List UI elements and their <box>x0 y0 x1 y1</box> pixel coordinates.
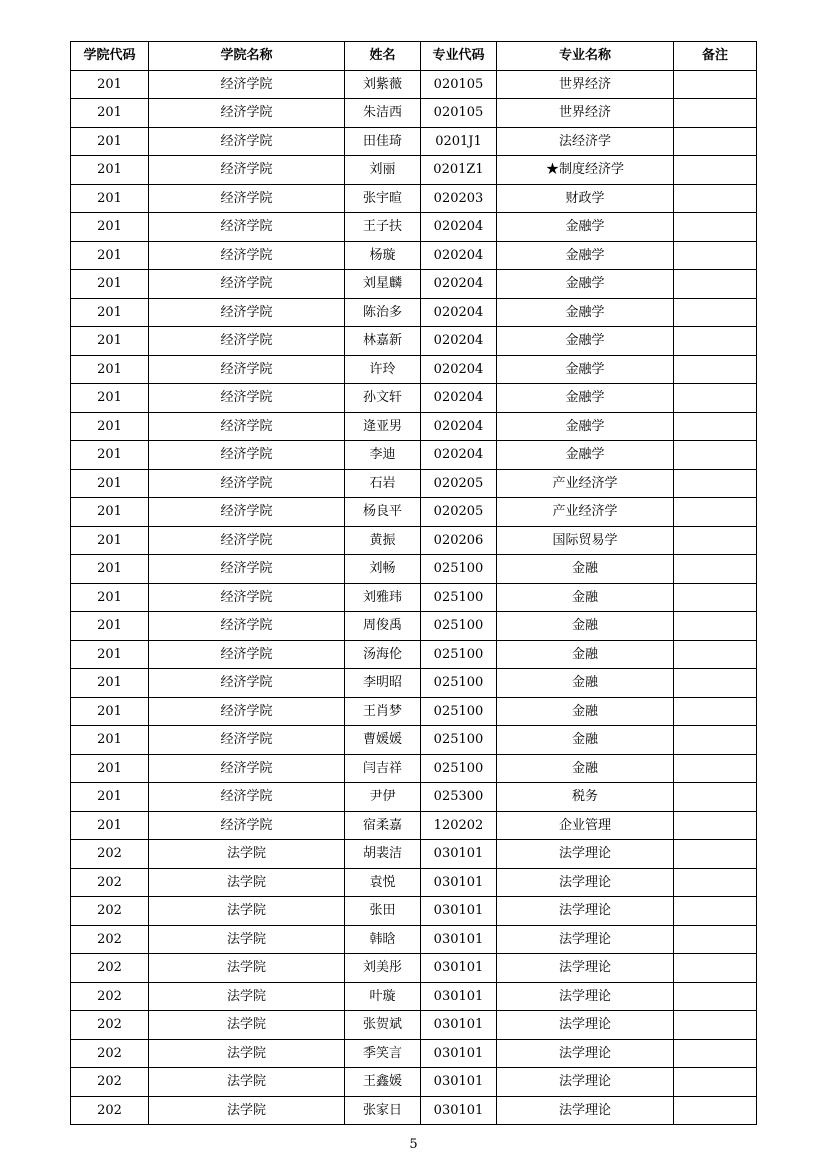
table-row <box>71 1039 757 1068</box>
college-code-cell: 201 <box>71 241 149 270</box>
major-code-cell: 030101 <box>421 1011 497 1040</box>
major-code-cell: 020205 <box>421 498 497 527</box>
remarks-cell <box>674 783 757 812</box>
table-row <box>71 811 757 840</box>
major-name-cell: 金融 <box>497 612 674 641</box>
college-name-cell: 经济学院 <box>149 697 345 726</box>
table-body <box>71 70 757 1125</box>
major-name-cell: 产业经济学 <box>497 469 674 498</box>
college-code-cell: 201 <box>71 498 149 527</box>
college-code-cell: 202 <box>71 868 149 897</box>
student-name-cell: 王肖梦 <box>345 697 421 726</box>
remarks-cell <box>674 184 757 213</box>
remarks-cell <box>674 840 757 869</box>
college-name-cell: 经济学院 <box>149 384 345 413</box>
major-name-cell: 金融学 <box>497 270 674 299</box>
major-name-cell: 金融 <box>497 583 674 612</box>
college-code-cell: 201 <box>71 754 149 783</box>
college-name-cell: 法学院 <box>149 868 345 897</box>
student-name-cell: 刘雅玮 <box>345 583 421 612</box>
college-code-cell: 201 <box>71 726 149 755</box>
remarks-cell <box>674 640 757 669</box>
major-code-cell: 020203 <box>421 184 497 213</box>
remarks-cell <box>674 1096 757 1125</box>
major-code-cell: 030101 <box>421 840 497 869</box>
college-code-cell: 201 <box>71 469 149 498</box>
student-name-cell: 田佳琦 <box>345 127 421 156</box>
major-name-cell: 法学理论 <box>497 954 674 983</box>
remarks-cell <box>674 412 757 441</box>
student-roster-table <box>70 41 757 1125</box>
major-name-cell: 金融学 <box>497 384 674 413</box>
student-name-cell: 石岩 <box>345 469 421 498</box>
remarks-cell <box>674 355 757 384</box>
major-code-cell: 020205 <box>421 469 497 498</box>
table-row <box>71 156 757 185</box>
major-code-cell: 030101 <box>421 1096 497 1125</box>
header-college-code: 学院代码 <box>71 42 149 71</box>
major-code-cell: 030101 <box>421 954 497 983</box>
table-row <box>71 954 757 983</box>
major-name-cell: 企业管理 <box>497 811 674 840</box>
college-name-cell: 法学院 <box>149 954 345 983</box>
college-name-cell: 法学院 <box>149 1068 345 1097</box>
major-code-cell: 030101 <box>421 1039 497 1068</box>
major-code-cell: 020204 <box>421 241 497 270</box>
remarks-cell <box>674 156 757 185</box>
header-college-name: 学院名称 <box>149 42 345 71</box>
college-code-cell: 202 <box>71 1039 149 1068</box>
major-code-cell: 020204 <box>421 355 497 384</box>
major-name-cell: 金融 <box>497 669 674 698</box>
major-name-cell: 金融 <box>497 726 674 755</box>
college-code-cell: 202 <box>71 982 149 1011</box>
college-name-cell: 经济学院 <box>149 754 345 783</box>
remarks-cell <box>674 298 757 327</box>
table-row <box>71 783 757 812</box>
remarks-cell <box>674 726 757 755</box>
student-name-cell: 许玲 <box>345 355 421 384</box>
college-code-cell: 201 <box>71 156 149 185</box>
remarks-cell <box>674 982 757 1011</box>
remarks-cell <box>674 583 757 612</box>
table-row <box>71 469 757 498</box>
remarks-cell <box>674 327 757 356</box>
remarks-cell <box>674 897 757 926</box>
college-name-cell: 经济学院 <box>149 526 345 555</box>
major-name-cell: ★制度经济学 <box>497 156 674 185</box>
major-code-cell: 025100 <box>421 583 497 612</box>
major-code-cell: 020105 <box>421 99 497 128</box>
table-row <box>71 270 757 299</box>
page-number: 5 <box>409 1137 418 1152</box>
table-row <box>71 241 757 270</box>
remarks-cell <box>674 241 757 270</box>
remarks-cell <box>674 754 757 783</box>
table-row <box>71 99 757 128</box>
college-name-cell: 法学院 <box>149 1096 345 1125</box>
remarks-cell <box>674 99 757 128</box>
header-student-name: 姓名 <box>345 42 421 71</box>
major-name-cell: 金融 <box>497 697 674 726</box>
header-major-name: 专业名称 <box>497 42 674 71</box>
table-row <box>71 840 757 869</box>
college-name-cell: 经济学院 <box>149 412 345 441</box>
student-name-cell: 季笑言 <box>345 1039 421 1068</box>
college-code-cell: 202 <box>71 840 149 869</box>
table-row <box>71 298 757 327</box>
college-name-cell: 经济学院 <box>149 298 345 327</box>
college-code-cell: 202 <box>71 1068 149 1097</box>
major-name-cell: 金融 <box>497 640 674 669</box>
table-header <box>71 42 757 71</box>
college-code-cell: 201 <box>71 811 149 840</box>
college-code-cell: 201 <box>71 612 149 641</box>
table-row <box>71 1096 757 1125</box>
table-row <box>71 1011 757 1040</box>
student-name-cell: 王子扶 <box>345 213 421 242</box>
major-code-cell: 120202 <box>421 811 497 840</box>
major-code-cell: 025100 <box>421 555 497 584</box>
college-code-cell: 201 <box>71 555 149 584</box>
major-name-cell: 国际贸易学 <box>497 526 674 555</box>
remarks-cell <box>674 498 757 527</box>
college-name-cell: 经济学院 <box>149 640 345 669</box>
student-name-cell: 汤海伦 <box>345 640 421 669</box>
table-row <box>71 384 757 413</box>
college-name-cell: 经济学院 <box>149 498 345 527</box>
college-code-cell: 201 <box>71 441 149 470</box>
remarks-cell <box>674 555 757 584</box>
major-name-cell: 法学理论 <box>497 1096 674 1125</box>
college-name-cell: 经济学院 <box>149 184 345 213</box>
table-row <box>71 526 757 555</box>
table-row <box>71 498 757 527</box>
college-code-cell: 201 <box>71 583 149 612</box>
college-name-cell: 经济学院 <box>149 99 345 128</box>
table-row <box>71 897 757 926</box>
major-name-cell: 法学理论 <box>497 840 674 869</box>
college-name-cell: 法学院 <box>149 925 345 954</box>
major-name-cell: 世界经济 <box>497 99 674 128</box>
college-code-cell: 201 <box>71 99 149 128</box>
major-name-cell: 财政学 <box>497 184 674 213</box>
college-code-cell: 201 <box>71 298 149 327</box>
college-name-cell: 经济学院 <box>149 241 345 270</box>
header-remarks: 备注 <box>674 42 757 71</box>
college-name-cell: 经济学院 <box>149 355 345 384</box>
student-name-cell: 刘紫薇 <box>345 70 421 99</box>
college-code-cell: 202 <box>71 1011 149 1040</box>
student-name-cell: 尹伊 <box>345 783 421 812</box>
major-name-cell: 税务 <box>497 783 674 812</box>
college-code-cell: 201 <box>71 327 149 356</box>
student-name-cell: 刘美彤 <box>345 954 421 983</box>
college-name-cell: 经济学院 <box>149 811 345 840</box>
student-name-cell: 逄亚男 <box>345 412 421 441</box>
remarks-cell <box>674 70 757 99</box>
remarks-cell <box>674 213 757 242</box>
student-name-cell: 周俊禹 <box>345 612 421 641</box>
remarks-cell <box>674 1039 757 1068</box>
major-code-cell: 020105 <box>421 70 497 99</box>
remarks-cell <box>674 441 757 470</box>
student-name-cell: 叶璇 <box>345 982 421 1011</box>
college-code-cell: 201 <box>71 697 149 726</box>
table-row <box>71 697 757 726</box>
student-name-cell: 张贺斌 <box>345 1011 421 1040</box>
table-row <box>71 669 757 698</box>
major-code-cell: 030101 <box>421 897 497 926</box>
table-row <box>71 868 757 897</box>
header-major-code: 专业代码 <box>421 42 497 71</box>
college-name-cell: 经济学院 <box>149 726 345 755</box>
remarks-cell <box>674 384 757 413</box>
student-name-cell: 杨璇 <box>345 241 421 270</box>
college-code-cell: 201 <box>71 669 149 698</box>
college-name-cell: 经济学院 <box>149 669 345 698</box>
student-name-cell: 黄振 <box>345 526 421 555</box>
table-row <box>71 213 757 242</box>
college-code-cell: 202 <box>71 925 149 954</box>
major-code-cell: 030101 <box>421 868 497 897</box>
college-name-cell: 经济学院 <box>149 327 345 356</box>
college-code-cell: 201 <box>71 355 149 384</box>
table-row <box>71 612 757 641</box>
table-row <box>71 412 757 441</box>
remarks-cell <box>674 925 757 954</box>
table-row <box>71 754 757 783</box>
table-row <box>71 70 757 99</box>
major-code-cell: 020204 <box>421 384 497 413</box>
table-row <box>71 355 757 384</box>
student-name-cell: 王鑫媛 <box>345 1068 421 1097</box>
college-name-cell: 法学院 <box>149 1011 345 1040</box>
major-name-cell: 金融学 <box>497 355 674 384</box>
major-name-cell: 法学理论 <box>497 1039 674 1068</box>
college-code-cell: 201 <box>71 526 149 555</box>
header-row <box>71 42 757 71</box>
major-name-cell: 金融学 <box>497 298 674 327</box>
remarks-cell <box>674 612 757 641</box>
major-code-cell: 025300 <box>421 783 497 812</box>
college-name-cell: 经济学院 <box>149 612 345 641</box>
table-row <box>71 441 757 470</box>
major-name-cell: 金融学 <box>497 327 674 356</box>
student-name-cell: 张田 <box>345 897 421 926</box>
student-name-cell: 曹媛媛 <box>345 726 421 755</box>
student-name-cell: 林嘉新 <box>345 327 421 356</box>
student-name-cell: 韩晗 <box>345 925 421 954</box>
college-name-cell: 经济学院 <box>149 555 345 584</box>
college-name-cell: 法学院 <box>149 982 345 1011</box>
remarks-cell <box>674 868 757 897</box>
student-name-cell: 袁悦 <box>345 868 421 897</box>
major-code-cell: 030101 <box>421 925 497 954</box>
table-row <box>71 583 757 612</box>
college-name-cell: 经济学院 <box>149 156 345 185</box>
remarks-cell <box>674 270 757 299</box>
remarks-cell <box>674 669 757 698</box>
student-name-cell: 张家日 <box>345 1096 421 1125</box>
major-code-cell: 020204 <box>421 327 497 356</box>
college-code-cell: 201 <box>71 783 149 812</box>
college-code-cell: 201 <box>71 213 149 242</box>
college-name-cell: 经济学院 <box>149 469 345 498</box>
major-code-cell: 025100 <box>421 697 497 726</box>
major-code-cell: 020204 <box>421 441 497 470</box>
college-name-cell: 经济学院 <box>149 213 345 242</box>
major-name-cell: 金融 <box>497 754 674 783</box>
college-name-cell: 法学院 <box>149 1039 345 1068</box>
remarks-cell <box>674 1068 757 1097</box>
major-code-cell: 020204 <box>421 412 497 441</box>
college-code-cell: 201 <box>71 184 149 213</box>
major-code-cell: 025100 <box>421 726 497 755</box>
table-row <box>71 726 757 755</box>
remarks-cell <box>674 1011 757 1040</box>
major-code-cell: 025100 <box>421 612 497 641</box>
major-code-cell: 020204 <box>421 213 497 242</box>
major-code-cell: 0201J1 <box>421 127 497 156</box>
major-name-cell: 金融学 <box>497 441 674 470</box>
college-name-cell: 经济学院 <box>149 70 345 99</box>
college-code-cell: 201 <box>71 270 149 299</box>
college-name-cell: 法学院 <box>149 897 345 926</box>
table-row <box>71 327 757 356</box>
major-name-cell: 法学理论 <box>497 1068 674 1097</box>
student-name-cell: 宿柔嘉 <box>345 811 421 840</box>
major-code-cell: 025100 <box>421 754 497 783</box>
college-name-cell: 经济学院 <box>149 127 345 156</box>
student-name-cell: 李明昭 <box>345 669 421 698</box>
table-row <box>71 925 757 954</box>
table-row <box>71 982 757 1011</box>
table-row <box>71 184 757 213</box>
student-name-cell: 刘星麟 <box>345 270 421 299</box>
student-name-cell: 刘丽 <box>345 156 421 185</box>
table-row <box>71 555 757 584</box>
college-code-cell: 201 <box>71 384 149 413</box>
college-name-cell: 法学院 <box>149 840 345 869</box>
major-code-cell: 030101 <box>421 982 497 1011</box>
student-name-cell: 李迪 <box>345 441 421 470</box>
major-code-cell: 025100 <box>421 640 497 669</box>
major-name-cell: 金融学 <box>497 241 674 270</box>
college-name-cell: 经济学院 <box>149 783 345 812</box>
remarks-cell <box>674 127 757 156</box>
college-code-cell: 202 <box>71 954 149 983</box>
remarks-cell <box>674 469 757 498</box>
major-name-cell: 产业经济学 <box>497 498 674 527</box>
college-code-cell: 202 <box>71 1096 149 1125</box>
student-name-cell: 胡裴洁 <box>345 840 421 869</box>
major-name-cell: 法学理论 <box>497 925 674 954</box>
student-name-cell: 杨良平 <box>345 498 421 527</box>
major-name-cell: 法学理论 <box>497 897 674 926</box>
major-name-cell: 法学理论 <box>497 982 674 1011</box>
remarks-cell <box>674 526 757 555</box>
college-code-cell: 202 <box>71 897 149 926</box>
table-row <box>71 640 757 669</box>
major-name-cell: 法经济学 <box>497 127 674 156</box>
college-name-cell: 经济学院 <box>149 583 345 612</box>
college-code-cell: 201 <box>71 127 149 156</box>
student-name-cell: 闫吉祥 <box>345 754 421 783</box>
student-name-cell: 孙文轩 <box>345 384 421 413</box>
college-code-cell: 201 <box>71 412 149 441</box>
student-name-cell: 张宇暄 <box>345 184 421 213</box>
major-name-cell: 法学理论 <box>497 868 674 897</box>
major-name-cell: 法学理论 <box>497 1011 674 1040</box>
major-name-cell: 金融学 <box>497 213 674 242</box>
college-code-cell: 201 <box>71 640 149 669</box>
student-name-cell: 朱洁西 <box>345 99 421 128</box>
major-name-cell: 世界经济 <box>497 70 674 99</box>
major-code-cell: 025100 <box>421 669 497 698</box>
student-name-cell: 陈治多 <box>345 298 421 327</box>
college-name-cell: 经济学院 <box>149 441 345 470</box>
remarks-cell <box>674 811 757 840</box>
major-name-cell: 金融 <box>497 555 674 584</box>
remarks-cell <box>674 697 757 726</box>
college-code-cell: 201 <box>71 70 149 99</box>
college-name-cell: 经济学院 <box>149 270 345 299</box>
major-name-cell: 金融学 <box>497 412 674 441</box>
table-row <box>71 127 757 156</box>
major-code-cell: 020204 <box>421 298 497 327</box>
major-code-cell: 0201Z1 <box>421 156 497 185</box>
student-name-cell: 刘畅 <box>345 555 421 584</box>
table-row <box>71 1068 757 1097</box>
major-code-cell: 020204 <box>421 270 497 299</box>
remarks-cell <box>674 954 757 983</box>
major-code-cell: 030101 <box>421 1068 497 1097</box>
major-code-cell: 020206 <box>421 526 497 555</box>
